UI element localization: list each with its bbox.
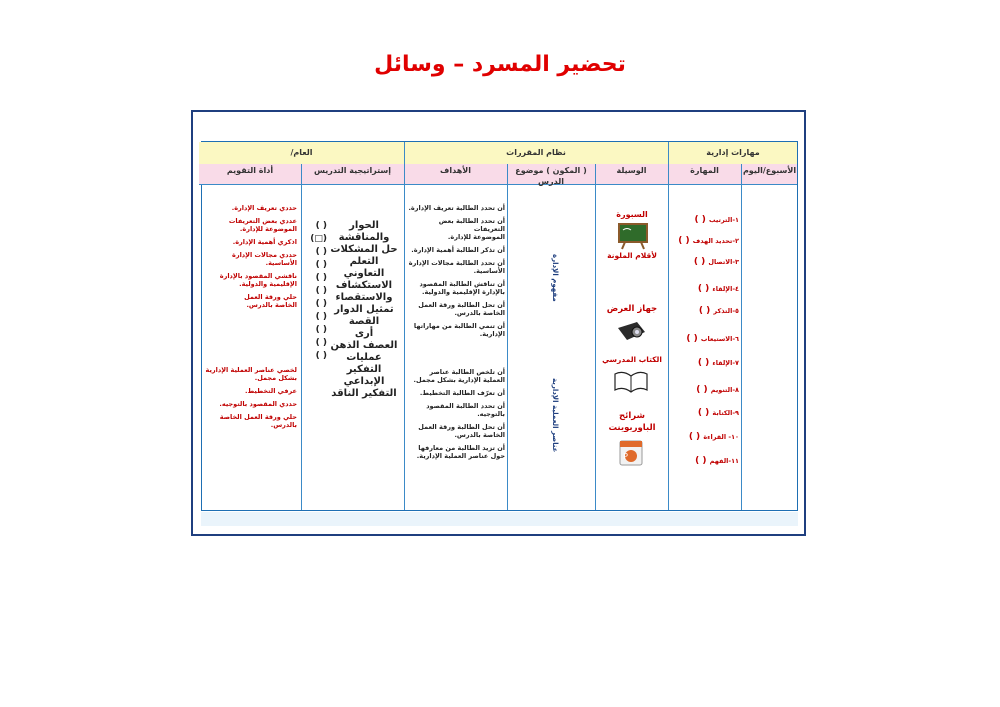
tool-label-slides: شرائح [619,411,645,421]
text-line: العملية الإدارية بشكل مجمل. [413,376,505,384]
skill-item [673,284,739,294]
text-line: أن تحدد الطالبة المقصود [426,402,505,410]
text-line: حلي ورقة العمل [244,293,297,301]
text-line: عددي بعض التعريفات [228,217,297,225]
text-line: أن تزيد الطالبة من معارفها [418,444,505,452]
strategy-item: العصف الذهن [330,340,398,351]
skill-label: ٧-الإلقاء [712,359,739,367]
strategy-checkbox[interactable]: ( ) [315,260,327,270]
skill-item [673,385,739,395]
skill-item [673,306,739,316]
text-line: بالدرس. [270,421,297,429]
projector-icon [615,318,647,346]
text-line: الإدارية. [479,330,505,338]
strategy-item: تمثيل الدوار [334,304,394,315]
lesson-plan-table [201,141,798,511]
strategy-item: القصة [348,316,380,327]
col-sep [507,184,508,510]
text-line: حددي مجالات الإدارة [232,251,297,259]
header-general: العام/ [199,142,405,165]
skill-label: ٨-التنويم [710,386,739,394]
skill-label: ١٠- القراءة [703,433,739,441]
header-skill: المهارة [668,164,742,185]
skill-label: ٦-الاستيعاب [700,335,739,343]
topic-concept: مفهوم الإدارة [551,254,559,302]
strategy-item: حل المشكلات [330,244,398,255]
strategy-checkbox[interactable]: ( ) [315,286,327,296]
topic-elements: عناصر العملية الإدارية [551,378,559,453]
text-line: أن تناقش الطالبة المقصود [419,280,505,288]
skill-item [673,334,739,344]
col-sep [595,184,596,510]
col-sep [741,184,742,510]
text-line: الموضوعة للإدارة. [239,225,297,233]
text-line: الأساسية. [265,259,297,267]
strategy-checkbox[interactable]: ( ) [315,351,327,361]
strategy-checkbox[interactable]: ( ) [315,325,327,335]
skill-label: ٤-الإلقاء [712,285,739,293]
strategy-checkbox[interactable]: ( ) [315,221,327,231]
skill-checkbox[interactable]: ( ) [697,284,713,294]
text-line: الخاصة بالدرس. [246,301,297,309]
text-line: أن تحدد الطالبة تعريف الإدارة. [408,204,505,212]
objectives-block-2 [407,368,505,460]
text-line: اذكري أهمية الإدارة. [232,238,297,246]
tool-label-textbook: الكتاب المدرسي [602,355,662,364]
strategy-checkbox[interactable]: (□) [310,234,327,244]
header-objectives: الأهداف [404,164,508,185]
header-strategy: إستراتيجية التدريس [301,164,405,185]
strategy-checkbox[interactable]: ( ) [315,299,327,309]
text-line: الخاصة بالدرس. [454,431,505,439]
skill-checkbox[interactable]: ( ) [697,408,713,418]
text-line: أن تحدد الطالبة مجالات الإدارة [408,259,505,267]
tool-label-projector: جهاز العرض [606,304,658,314]
skill-checkbox[interactable]: ( ) [696,385,711,395]
table-footer-bar [201,512,798,526]
header-week-day: الأسبوع/اليوم [742,164,797,185]
text-line: الموضوعة للإدارة. [447,233,505,241]
text-line: أن تعرّف الطالبة التخطيط. [419,389,505,397]
skill-checkbox[interactable]: ( ) [698,306,714,316]
text-line: ناقشي المقصود بالإدارة [219,272,297,280]
skill-label: ١-الترتيب [708,216,739,224]
text-line: الأساسية. [473,267,505,275]
skill-checkbox[interactable]: ( ) [693,257,709,267]
header-component: ( المكون ) موضوع الدرس [507,164,596,185]
strategy-checkbox[interactable]: ( ) [315,312,327,322]
strategy-item: التعلم التعاوني [343,256,385,279]
text-line: الإقليمية والدولية. [239,280,297,288]
strategy-item: الاستكشاف [335,280,393,291]
text-line: حلي ورقة العمل الخاصة [219,413,297,421]
skill-item [673,215,739,225]
open-book-icon [613,368,649,394]
assessment-block-1 [203,204,297,309]
text-line: أن تذكر الطالبة أهمية الإدارة. [411,246,505,254]
skill-checkbox[interactable]: ( ) [697,358,713,368]
text-line: بشكل مجمل. [254,374,297,382]
svg-text:P: P [623,452,628,461]
header-assessment: أداة التقويم [199,164,302,185]
skill-label: ٥-التذكر [713,307,739,315]
tool-label-powerpoint: الباوربوينت [608,423,656,433]
lesson-plan-frame [191,110,806,536]
text-line: الخاصة بالدرس. [454,309,505,317]
skill-label: ٩-الكتابة [712,409,739,417]
strategy-item: والمناقشة [338,232,390,243]
skill-checkbox[interactable]: ( ) [678,236,693,246]
text-line: بالتوجيه. [477,410,505,418]
text-line: أن تحل الطالبة ورقة العمل [418,423,505,431]
col-sep [404,184,405,510]
strategy-checkbox[interactable]: ( ) [315,247,327,257]
strategy-item: أرى [354,328,374,339]
assessment-block-2 [203,366,297,429]
skill-checkbox[interactable]: ( ) [694,215,709,225]
tool-label-board: السبورة [616,210,648,219]
skill-item [673,408,739,418]
skill-label: ١١-الفهم [709,457,739,465]
strategy-item: التفكير الناقد [331,388,397,399]
strategy-brackets [303,220,327,363]
col-sep [668,184,669,510]
powerpoint-icon [617,438,645,468]
text-line: لخصي عناصر العملية الإدارية [205,366,297,374]
text-line: حددي المقصود بالتوجيه. [219,400,297,408]
strategy-checkbox[interactable]: ( ) [315,273,327,283]
skill-item [673,358,739,368]
skill-label: ٣-الاتصال [708,258,739,266]
text-line: أن تلخص الطالبة عناصر [429,368,505,376]
skill-checkbox[interactable]: ( ) [695,456,710,466]
skill-item [673,456,739,466]
skill-checkbox[interactable]: ( ) [686,334,701,344]
text-line: عرفي التخطيط. [245,387,297,395]
strategy-checkbox[interactable]: ( ) [315,338,327,348]
header-tool: الوسيلة [595,164,669,185]
col-sep [301,184,302,510]
strategy-item: الحوار [349,220,379,231]
page-title: تحضير المسرد – وسائل [374,52,626,77]
text-line: بالإدارة الإقليمية والدولية. [422,288,505,296]
strategy-item: عمليات التفكير [346,352,382,375]
skill-item [673,432,739,442]
text-line: أن تنمي الطالبة من مهاراتها [413,322,505,330]
chalkboard-icon [617,222,649,250]
skill-item [673,236,739,246]
text-line: حددي تعريف الإدارة. [231,204,297,212]
strategy-list [329,220,399,400]
text-line: أن تحل الطالبة ورقة العمل [418,301,505,309]
skill-label: ٢-تحديد الهدف [692,237,739,245]
text-line: أن تحدد الطالبة بعض التعريفات [438,217,505,233]
header-courses: نظام المقررات [404,142,669,165]
strategy-item: الإبداعي [343,376,385,387]
header-admin-skills: مهارات إدارية [669,142,797,165]
text-line: حول عناصر العملية الإدارية. [416,452,505,460]
tool-label-pens: لأقلام الملونة [607,251,657,260]
skill-item [673,257,739,267]
strategy-item: والاستقصاء [335,292,393,303]
objectives-block-1 [407,204,505,338]
skill-checkbox[interactable]: ( ) [688,432,704,442]
